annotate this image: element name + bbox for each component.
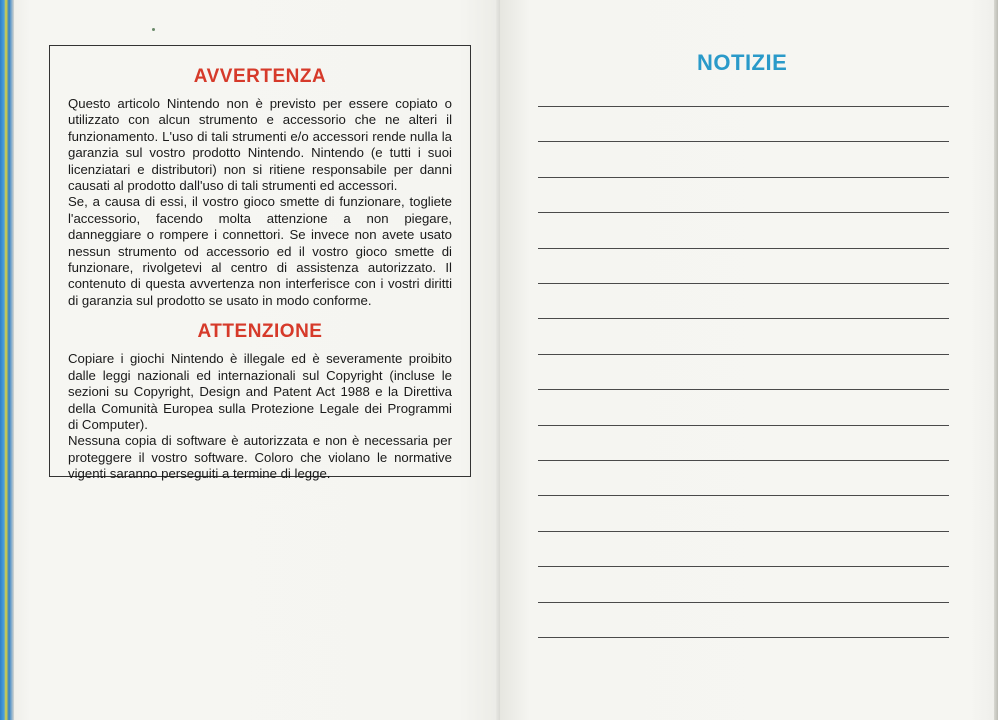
note-line xyxy=(538,389,949,390)
page-edge xyxy=(994,0,998,720)
note-line xyxy=(538,177,949,178)
warning-paragraph-2: Se, a causa di essi, il vostro gioco smette di funzionare, togliete l'accessorio, facendo molta attenzione a non piegare, danneggiare o rompere i connettori. Se invece non avete usato nessun strumento od accessorio ed il vostro gioco smette di funzionare, rivolgetevi al centro di assistenza autorizzato. Il contenuto di questa avvertenza non interferisce con i vostri diritti di garanzia sul prodotto se usato in modo conforme. xyxy=(68,194,452,308)
note-line xyxy=(538,637,949,638)
notes-lines xyxy=(538,0,949,720)
warning-box xyxy=(49,45,471,482)
notes-title: NOTIZIE xyxy=(697,50,788,75)
note-line xyxy=(538,495,949,496)
warning-heading: AVVERTENZA xyxy=(193,66,327,87)
attention-paragraph-1: Copiare i giochi Nintendo è illegale ed è severamente proibito dalle leggi nazionali ed internazionali sul Copyright (incluse le sezioni su Copyright, Design and Patent Act 1988 e la Direttiva della Comunità Europea sulla Protezione Legale dei Programmi di Computer). xyxy=(68,351,452,432)
note-line xyxy=(538,248,949,249)
note-line xyxy=(538,212,949,213)
note-line xyxy=(538,425,949,426)
note-line xyxy=(538,318,949,319)
note-line xyxy=(538,566,949,567)
note-line xyxy=(538,354,949,355)
warning-paragraph-1: Questo articolo Nintendo non è previsto per essere copiato o utilizzato con alcun strumento e accessorio che ne alteri il funzionamento. L'uso di tali strumenti e/o accessori rende nulla la garanzia sul vostro prodotto Nintendo. Nintendo (e tutti i suoi licenziatari e distributori) non si ritiene responsabile per danni causati al prodotto dall'uso di tali strumenti ed accessori. xyxy=(68,96,452,194)
note-line xyxy=(538,283,949,284)
note-line xyxy=(538,141,949,142)
attention-paragraph-2: Nessuna copia di software è autorizzata e non è necessaria per proteggere il vostro software. Coloro che violano le normative vigenti saranno perseguiti a termine di legge. xyxy=(68,433,452,482)
paper-speck xyxy=(152,28,155,31)
note-line xyxy=(538,106,949,107)
note-line xyxy=(538,602,949,603)
note-line xyxy=(538,531,949,532)
cover-edge xyxy=(0,0,14,720)
attention-heading: ATTENZIONE xyxy=(197,321,323,343)
note-line xyxy=(538,460,949,461)
